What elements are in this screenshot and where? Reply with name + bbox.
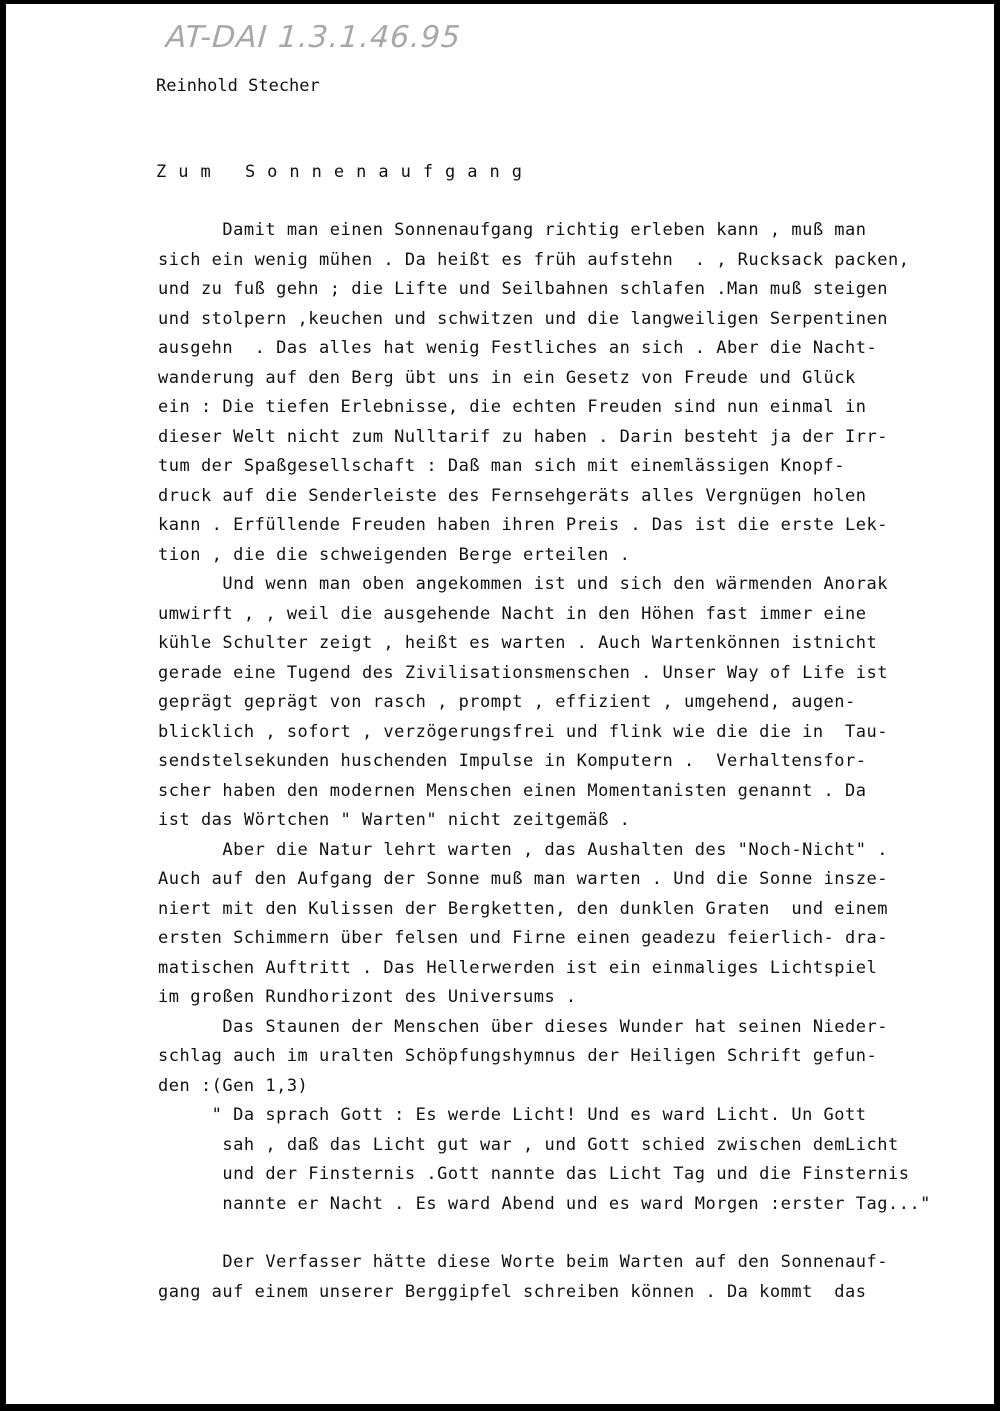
text-line: schlag auch im uralten Schöpfungshymnus der Heiligen Schrift gefun- [158, 1046, 878, 1066]
text-line: druck auf die Senderleiste des Fernsehgeräts alles Vergnügen holen [158, 485, 867, 506]
text-line: und zu fuß gehn ; die Lifte und Seilbahnen schlafen .Man muß steigen [158, 279, 888, 299]
paragraph-spacer [158, 1219, 958, 1248]
text-line: gang auf einem unserer Berggipfel schreiben können . Da kommt das [158, 1281, 867, 1302]
scripture-quote-line: sah , daß das Licht gut war , und Gott schied zwischen demLicht [158, 1134, 899, 1155]
text-line: ein : Die tiefen Erlebnisse, die echten Freuden sind nun einmal in [158, 397, 867, 417]
text-line: geprägt geprägt von rasch , prompt , effizient , umgehend, augen- [158, 692, 856, 712]
text-line: Das Staunen der Menschen über dieses Wunder hat seinen Nieder- [158, 1016, 888, 1037]
text-line: scher haben den modernen Menschen einen Momentanisten genannt . Da [158, 780, 867, 801]
text-line: matischen Auftritt . Das Hellerwerden ist ein einmaliges Lichtspiel [158, 957, 878, 978]
text-line: Aber die Natur lehrt warten , das Aushalten des "Noch-Nicht" . [158, 839, 888, 860]
text-line: Der Verfasser hätte diese Worte beim Warten auf den Sonnenauf- [158, 1252, 888, 1272]
text-line: dieser Welt nicht zum Nulltarif zu haben . Darin besteht ja der Irr- [158, 426, 888, 447]
text-line: und stolpern ,keuchen und schwitzen und die langweiligen Serpentinen [158, 308, 888, 329]
text-line: ersten Schimmern über felsen und Firne einen geadezu feierlich- dra- [158, 928, 888, 948]
text-line: tion , die die schweigenden Berge erteilen . [158, 544, 631, 565]
text-line: ist das Wörtchen " Warten" nicht zeitgemäß . [158, 810, 631, 830]
text-line: niert mit den Kulissen der Bergketten, den dunklen Graten und einem [158, 898, 888, 919]
text-line: Damit man einen Sonnenaufgang richtig erleben kann , muß man [158, 220, 867, 240]
text-line: gerade eine Tugend des Zivilisationsmenschen . Unser Way of Life ist [158, 662, 888, 683]
text-line: Und wenn man oben angekommen ist und sich den wärmenden Anorak [158, 574, 888, 594]
text-line: ausgehn . Das alles hat wenig Festliches an sich . Aber die Nacht- [158, 338, 878, 358]
document-title: Zum Sonnenaufgang [156, 162, 534, 182]
text-line: Auch auf den Aufgang der Sonne muß man warten . Und die Sonne insze- [158, 869, 888, 889]
text-line: umwirft , , weil die ausgehende Nacht in den Höhen fast immer eine [158, 603, 867, 624]
text-line: blicklich , sofort , verzögerungsfrei und flink wie die die in Tau- [158, 721, 888, 742]
author-name: Reinhold Stecher [156, 76, 320, 96]
text-line: den :(Gen 1,3) [158, 1075, 309, 1096]
text-line: im großen Rundhorizont des Universums . [158, 987, 577, 1007]
text-line: wanderung auf den Berg übt uns in ein Gesetz von Freude und Glück [158, 367, 856, 388]
archive-reference: AT-DAI 1.3.1.46.95 [164, 20, 463, 55]
text-line: sendstelsekunden huschenden Impulse in Komputern . Verhaltensfor- [158, 751, 867, 771]
document-page [6, 4, 994, 1404]
text-line: kann . Erfüllende Freuden haben ihren Preis . Das ist die erste Lek- [158, 515, 888, 535]
text-line: tum der Spaßgesellschaft : Daß man sich mit einemlässigen Knopf- [158, 456, 846, 476]
body-text [158, 216, 958, 1307]
scripture-quote-line: nannte er Nacht . Es ward Abend und es ward Morgen :erster Tag..." [158, 1193, 931, 1214]
scripture-quote-line: und der Finsternis .Gott nannte das Licht Tag und die Finsternis [158, 1164, 910, 1184]
text-line: kühle Schulter zeigt , heißt es warten . Auch Wartenkönnen istnicht [158, 633, 878, 653]
text-line: sich ein wenig mühen . Da heißt es früh aufstehn . , Rucksack packen, [158, 249, 910, 270]
scripture-quote-line: " Da sprach Gott : Es werde Licht! Und es ward Licht. Un Gott [158, 1105, 867, 1125]
